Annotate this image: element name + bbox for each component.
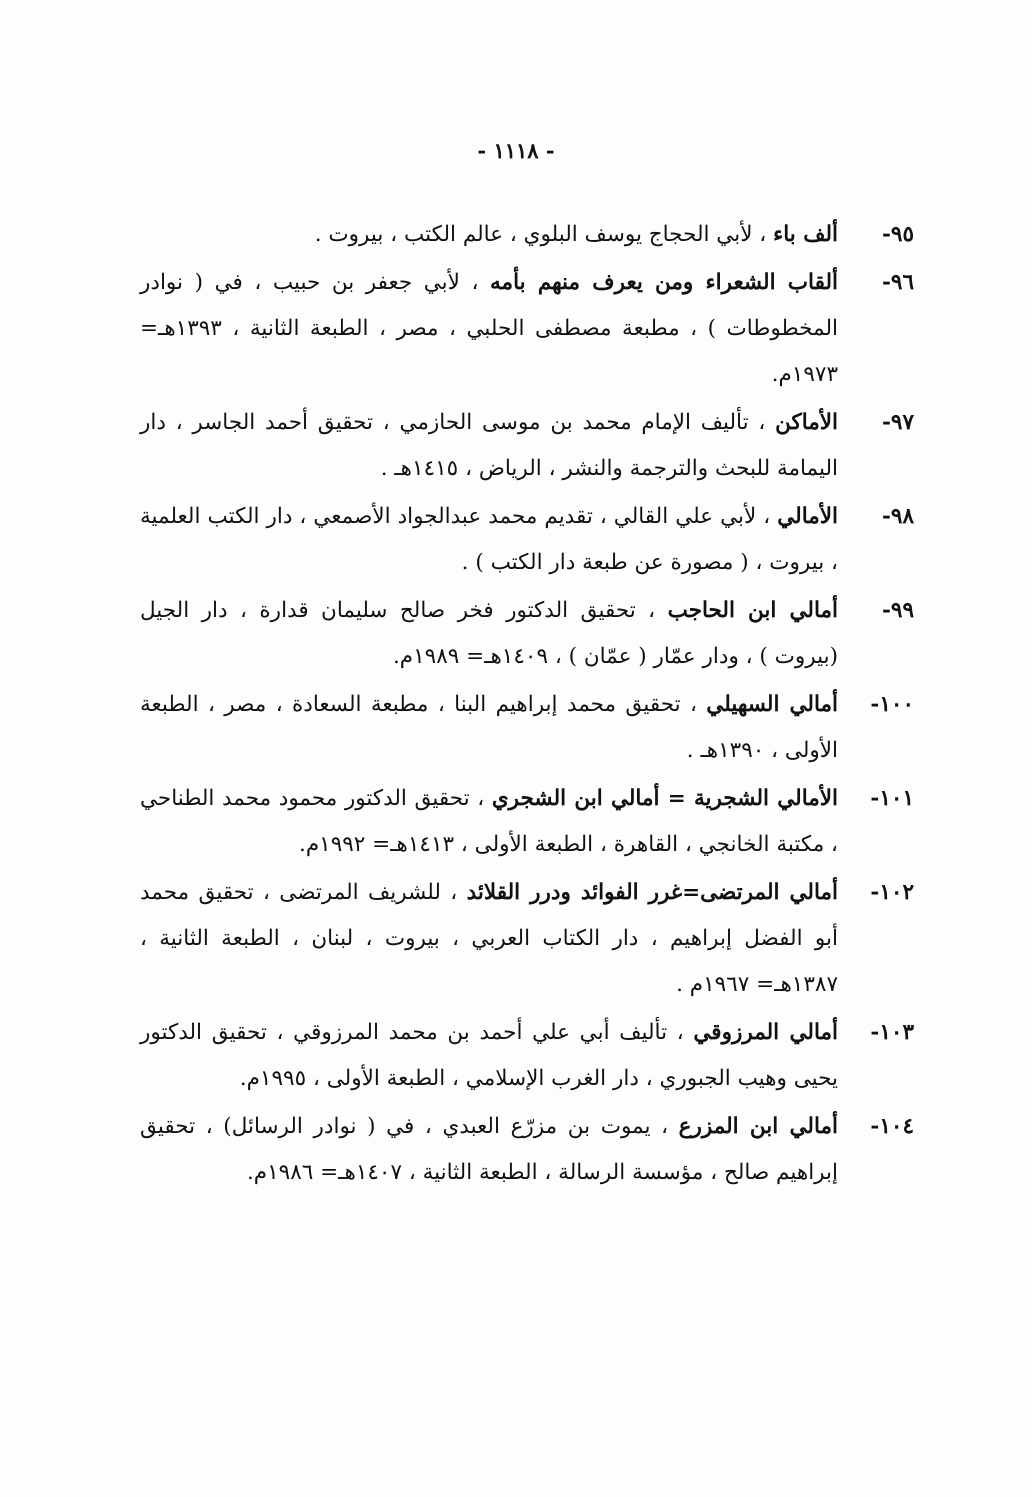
entry-text: ، تحقيق الدكتور فخر صالح سليمان قدارة ، دار الجيل (بيروت ) ، ودار عمّار ( عمّان ) ، ١٤٠٩هـ= ١٩٨٩م.: [140, 598, 838, 669]
entry-number: ١٠٣-: [870, 1020, 914, 1045]
entry-title: أمالي ابن الحاجب: [667, 598, 838, 623]
entry-text: ، تحقيق الدكتور محمود محمد الطناحي ، مكتبة الخانجي ، القاهرة ، الطبعة الأولى ، ١٤١٣هـ= ١٩٩٢م.: [140, 786, 838, 857]
bibliography-entry: [140, 1010, 914, 1102]
entry-title: أمالي ابن المزرع: [678, 1114, 838, 1139]
entry-title: الأمالي الشجرية = أمالي ابن الشجري: [491, 786, 838, 811]
entry-number: ١٠٠-: [870, 692, 914, 717]
entry-text: ، لأبي علي القالي ، تقديم محمد عبدالجواد الأصمعي ، دار الكتب العلمية ، بيروت ، ( مصورة عن طبعة دار الكتب ) .: [140, 504, 838, 575]
entry-title: أمالي السهيلي: [706, 692, 838, 717]
entry-title: أمالي المرتضى=غرر الفوائد ودرر القلائد: [466, 880, 838, 905]
entry-title: ألقاب الشعراء ومن يعرف منهم بأمه: [490, 270, 838, 295]
entry-title: الأماكن: [775, 410, 838, 435]
entry-number: ١٠٢-: [870, 880, 914, 905]
entry-text: ، للشريف المرتضى ، تحقيق محمد أبو الفضل إبراهيم ، دار الكتاب العربي ، بيروت ، لبنان ، الطبعة الثانية ، ١٣٨٧هـ= ١٩٦٧م .: [140, 880, 838, 997]
bibliography-entry: [140, 260, 914, 398]
bibliography-entry: [140, 400, 914, 492]
bibliography-list: [140, 212, 914, 1198]
entry-number: ٩٥-: [881, 222, 914, 247]
entry-number: ٩٦-: [881, 270, 914, 295]
entry-text: ، تأليف أبي علي أحمد بن محمد المرزوقي ، تحقيق الدكتور يحيى وهيب الجبوري ، دار الغرب الإسلامي ، الطبعة الأولى ، ١٩٩٥م.: [140, 1020, 838, 1091]
bibliography-entry: [140, 682, 914, 774]
bibliography-entry: [140, 1104, 914, 1196]
bibliography-entry: [140, 776, 914, 868]
bibliography-entry: [140, 494, 914, 586]
entry-text: ، لأبي جعفر بن حبيب ، في ( نوادر المخطوطات ) ، مطبعة مصطفى الحلبي ، مصر ، الطبعة الثانية ، ١٣٩٣هـ= ١٩٧٣م.: [140, 270, 838, 387]
entry-text: ، يموت بن مزرّع العبدي ، في ( نوادر الرسائل) ، تحقيق إبراهيم صالح ، مؤسسة الرسالة ، الطبعة الثانية ، ١٤٠٧هـ= ١٩٨٦م.: [140, 1114, 838, 1185]
entry-title: ألف باء: [773, 222, 838, 247]
entry-number: ٩٨-: [881, 504, 914, 529]
entry-title: الأمالي: [777, 504, 839, 529]
entry-text: ، تحقيق محمد إبراهيم البنا ، مطبعة السعادة ، مصر ، الطبعة الأولى ، ١٣٩٠هـ .: [140, 692, 838, 763]
entry-number: ٩٩-: [881, 598, 914, 623]
bibliography-entry: [140, 212, 914, 258]
entry-text: ، تأليف الإمام محمد بن موسى الحازمي ، تحقيق أحمد الجاسر ، دار اليمامة للبحث والترجمة والنشر ، الرياض ، ١٤١٥هـ .: [140, 410, 838, 481]
entry-number: ١٠١-: [870, 786, 914, 811]
bibliography-entry: [140, 870, 914, 1008]
bibliography-entry: [140, 588, 914, 680]
entry-title: أمالي المرزوقي: [693, 1020, 839, 1045]
page-number: - ١١١٨ -: [477, 138, 555, 163]
entry-text: ، لأبي الحجاج يوسف البلوي ، عالم الكتب ، بيروت .: [314, 222, 774, 247]
entry-number: ٩٧-: [881, 410, 914, 435]
entry-number: ١٠٤-: [870, 1114, 914, 1139]
